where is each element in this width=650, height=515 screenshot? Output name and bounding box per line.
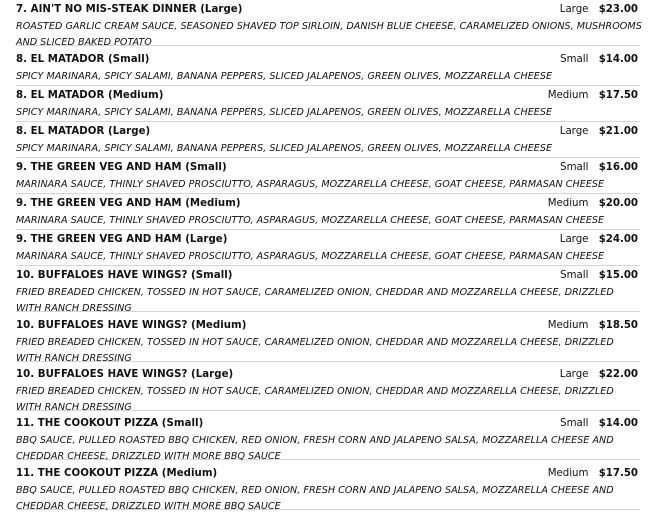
menu-item[interactable] [16, 318, 640, 362]
item-name: 9. THE GREEN VEG AND HAM (Large) [16, 234, 228, 245]
item-name: 8. EL MATADOR (Large) [16, 126, 151, 137]
item-price: $16.00 [598, 162, 638, 173]
item-price-group [548, 466, 638, 482]
item-size: Small [560, 162, 589, 173]
item-description: FRIED BREADED CHICKEN, TOSSED IN HOT SAUCE, CARAMELIZED ONION, CHEDDAR AND MOZZARELLA CHEESE, DRIZZLED WITH RANCH DRESSING [16, 386, 614, 413]
item-name: 11. THE COOKOUT PIZZA (Medium) [16, 468, 218, 479]
item-price: $22.00 [598, 369, 638, 380]
item-size: Large [559, 4, 589, 15]
item-name: 8. EL MATADOR (Medium) [16, 90, 164, 101]
item-name: 10. BUFFALOES HAVE WINGS? (Small) [16, 270, 233, 281]
menu-item[interactable] [16, 52, 640, 86]
item-size: Small [560, 418, 589, 429]
item-price-group [548, 88, 638, 104]
item-size: Large [559, 369, 589, 380]
item-description: BBQ SAUCE, PULLED ROASTED BBQ CHICKEN, RED ONION, FRESH CORN AND JALAPENO SALSA, MOZZARELLA CHEESE AND CHEDDAR CHEESE, DRIZZLED WITH MORE BBQ SAUCE [16, 485, 614, 512]
item-size: Medium [547, 320, 589, 331]
menu-item[interactable] [16, 416, 640, 460]
menu-item[interactable] [16, 124, 640, 158]
item-description: MARINARA SAUCE, THINLY SHAVED PROSCIUTTO, ASPARAGUS, MOZZARELLA CHEESE, GOAT CHEESE, PARMASAN CHEESE [16, 215, 605, 226]
item-price-group [560, 416, 638, 432]
item-price-group [560, 232, 638, 248]
item-name: 7. AIN'T NO MIS-STEAK DINNER (Large) [16, 4, 243, 15]
item-name: 10. BUFFALOES HAVE WINGS? (Large) [16, 369, 234, 380]
item-price: $14.00 [598, 54, 638, 65]
menu-item[interactable] [16, 2, 640, 46]
item-price: $17.50 [598, 90, 638, 101]
item-price-group [548, 318, 638, 334]
item-size: Small [560, 54, 589, 65]
item-name: 11. THE COOKOUT PIZZA (Small) [16, 418, 204, 429]
item-size: Medium [547, 90, 589, 101]
item-description: SPICY MARINARA, SPICY SALAMI, BANANA PEPPERS, SLICED JALAPENOS, GREEN OLIVES, MOZZARELLA CHEESE [16, 143, 553, 154]
item-size: Medium [547, 198, 589, 209]
item-description: ROASTED GARLIC CREAM SAUCE, SEASONED SHAVED TOP SIRLOIN, DANISH BLUE CHEESE, CARAMELIZED ONIONS, MUSHROOMS AND SLICED BAKED POTATO [16, 21, 642, 48]
item-name: 9. THE GREEN VEG AND HAM (Medium) [16, 198, 241, 209]
item-price-group [560, 367, 638, 383]
menu-item[interactable] [16, 196, 640, 230]
item-price: $14.00 [598, 418, 638, 429]
item-name: 9. THE GREEN VEG AND HAM (Small) [16, 162, 227, 173]
item-price-group [560, 268, 638, 284]
menu-item[interactable] [16, 367, 640, 411]
item-size: Medium [547, 468, 589, 479]
item-price-group [560, 52, 638, 68]
item-price: $17.50 [598, 468, 638, 479]
item-description: MARINARA SAUCE, THINLY SHAVED PROSCIUTTO, ASPARAGUS, MOZZARELLA CHEESE, GOAT CHEESE, PARMASAN CHEESE [16, 179, 605, 190]
item-name: 8. EL MATADOR (Small) [16, 54, 150, 65]
item-price-group [560, 160, 638, 176]
item-description: FRIED BREADED CHICKEN, TOSSED IN HOT SAUCE, CARAMELIZED ONION, CHEDDAR AND MOZZARELLA CHEESE, DRIZZLED WITH RANCH DRESSING [16, 337, 614, 364]
menu-item[interactable] [16, 88, 640, 122]
item-price-group [560, 124, 638, 140]
menu-item[interactable] [16, 268, 640, 312]
item-price: $23.00 [598, 4, 638, 15]
item-size: Small [560, 270, 589, 281]
item-name: 10. BUFFALOES HAVE WINGS? (Medium) [16, 320, 247, 331]
item-price: $18.50 [598, 320, 638, 331]
item-size: Large [559, 234, 589, 245]
item-price: $24.00 [598, 234, 638, 245]
item-description: MARINARA SAUCE, THINLY SHAVED PROSCIUTTO, ASPARAGUS, MOZZARELLA CHEESE, GOAT CHEESE, PARMASAN CHEESE [16, 251, 605, 262]
item-price: $21.00 [598, 126, 638, 137]
menu-item[interactable] [16, 160, 640, 194]
item-description: SPICY MARINARA, SPICY SALAMI, BANANA PEPPERS, SLICED JALAPENOS, GREEN OLIVES, MOZZARELLA CHEESE [16, 71, 553, 82]
menu-item[interactable] [16, 232, 640, 266]
item-description: SPICY MARINARA, SPICY SALAMI, BANANA PEPPERS, SLICED JALAPENOS, GREEN OLIVES, MOZZARELLA CHEESE [16, 107, 553, 118]
item-price: $20.00 [598, 198, 638, 209]
item-price-group [548, 196, 638, 212]
menu-item[interactable] [16, 466, 640, 510]
item-size: Large [559, 126, 589, 137]
item-description: FRIED BREADED CHICKEN, TOSSED IN HOT SAUCE, CARAMELIZED ONION, CHEDDAR AND MOZZARELLA CHEESE, DRIZZLED WITH RANCH DRESSING [16, 287, 614, 314]
item-price-group [560, 2, 638, 18]
item-description: BBQ SAUCE, PULLED ROASTED BBQ CHICKEN, RED ONION, FRESH CORN AND JALAPENO SALSA, MOZZARELLA CHEESE AND CHEDDAR CHEESE, DRIZZLED WITH MORE BBQ SAUCE [16, 435, 614, 462]
item-price: $15.00 [598, 270, 638, 281]
